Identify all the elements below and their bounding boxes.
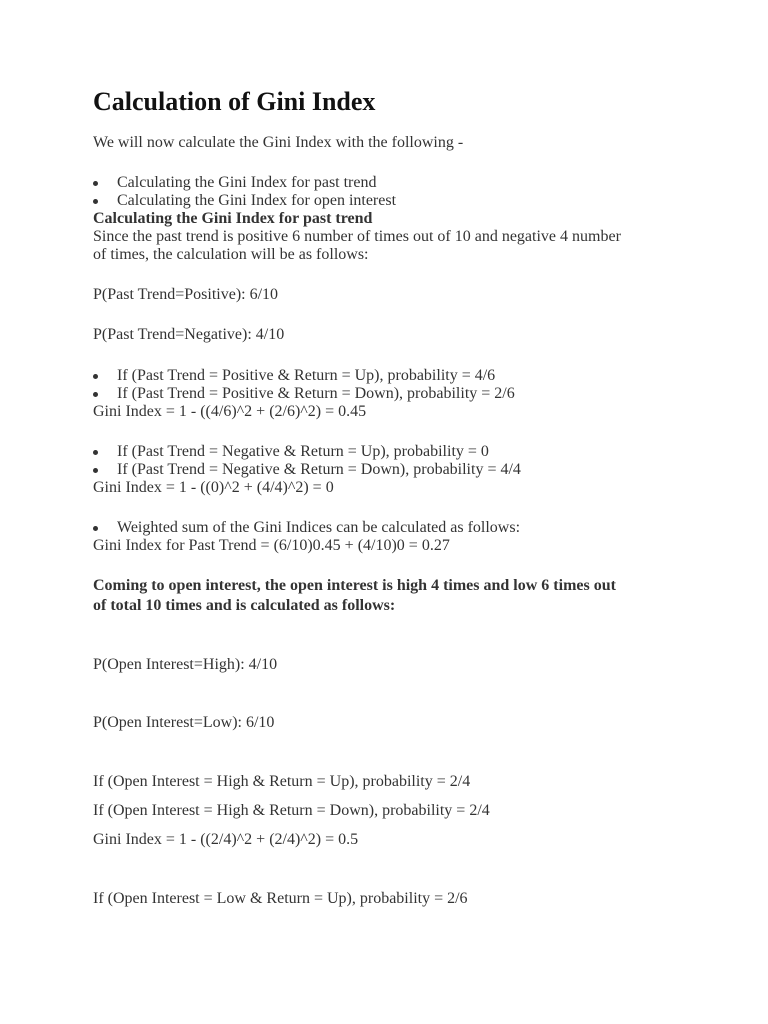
negative-down-bullet: If (Past Trend = Negative & Return = Down), probability = 4/4 (117, 461, 521, 478)
toc-item-past-trend: Calculating the Gini Index for past trend (117, 174, 377, 191)
gini-high-formula: Gini Index = 1 - ((2/4)^2 + (2/4)^2) = 0.5 (93, 831, 359, 848)
section-heading-open-interest-cont: of total 10 times and is calculated as follows: (93, 597, 396, 614)
high-down-probability: If (Open Interest = High & Return = Down), probability = 2/4 (93, 802, 490, 819)
past-trend-description: Since the past trend is positive 6 number of times out of 10 and negative 4 number (93, 228, 621, 245)
section-heading-open-interest: Coming to open interest, the open interest is high 4 times and low 6 times out (93, 577, 616, 594)
bullet-icon (93, 450, 98, 455)
bullet-icon (93, 392, 98, 397)
negative-up-bullet: If (Past Trend = Negative & Return = Up), probability = 0 (117, 443, 489, 460)
positive-down-bullet: If (Past Trend = Positive & Return = Down), probability = 2/6 (117, 385, 515, 402)
prob-past-trend-positive: P(Past Trend=Positive): 6/10 (93, 286, 279, 303)
bullet-icon (93, 374, 98, 379)
bullet-icon (93, 199, 98, 204)
positive-up-bullet: If (Past Trend = Positive & Return = Up), probability = 4/6 (117, 367, 496, 384)
gini-positive-formula: Gini Index = 1 - ((4/6)^2 + (2/6)^2) = 0.45 (93, 403, 367, 420)
bullet-icon (93, 181, 98, 186)
past-trend-description-cont: of times, the calculation will be as follows: (93, 246, 369, 263)
toc-item-open-interest: Calculating the Gini Index for open interest (117, 192, 397, 209)
prob-open-interest-low: P(Open Interest=Low): 6/10 (93, 714, 275, 731)
prob-open-interest-high: P(Open Interest=High): 4/10 (93, 656, 278, 673)
section-heading-past-trend: Calculating the Gini Index for past trend (93, 210, 373, 227)
gini-past-trend-total: Gini Index for Past Trend = (6/10)0.45 + (4/10)0 = 0.27 (93, 537, 450, 554)
weighted-sum-bullet: Weighted sum of the Gini Indices can be calculated as follows: (117, 519, 521, 536)
low-up-probability: If (Open Interest = Low & Return = Up), probability = 2/6 (93, 890, 468, 907)
prob-past-trend-negative: P(Past Trend=Negative): 4/10 (93, 326, 285, 343)
page-title: Calculation of Gini Index (93, 87, 376, 116)
gini-negative-formula: Gini Index = 1 - ((0)^2 + (4/4)^2) = 0 (93, 479, 334, 496)
bullet-icon (93, 526, 98, 531)
intro-text: We will now calculate the Gini Index with the following - (93, 134, 464, 151)
high-up-probability: If (Open Interest = High & Return = Up), probability = 2/4 (93, 773, 471, 790)
bullet-icon (93, 468, 98, 473)
